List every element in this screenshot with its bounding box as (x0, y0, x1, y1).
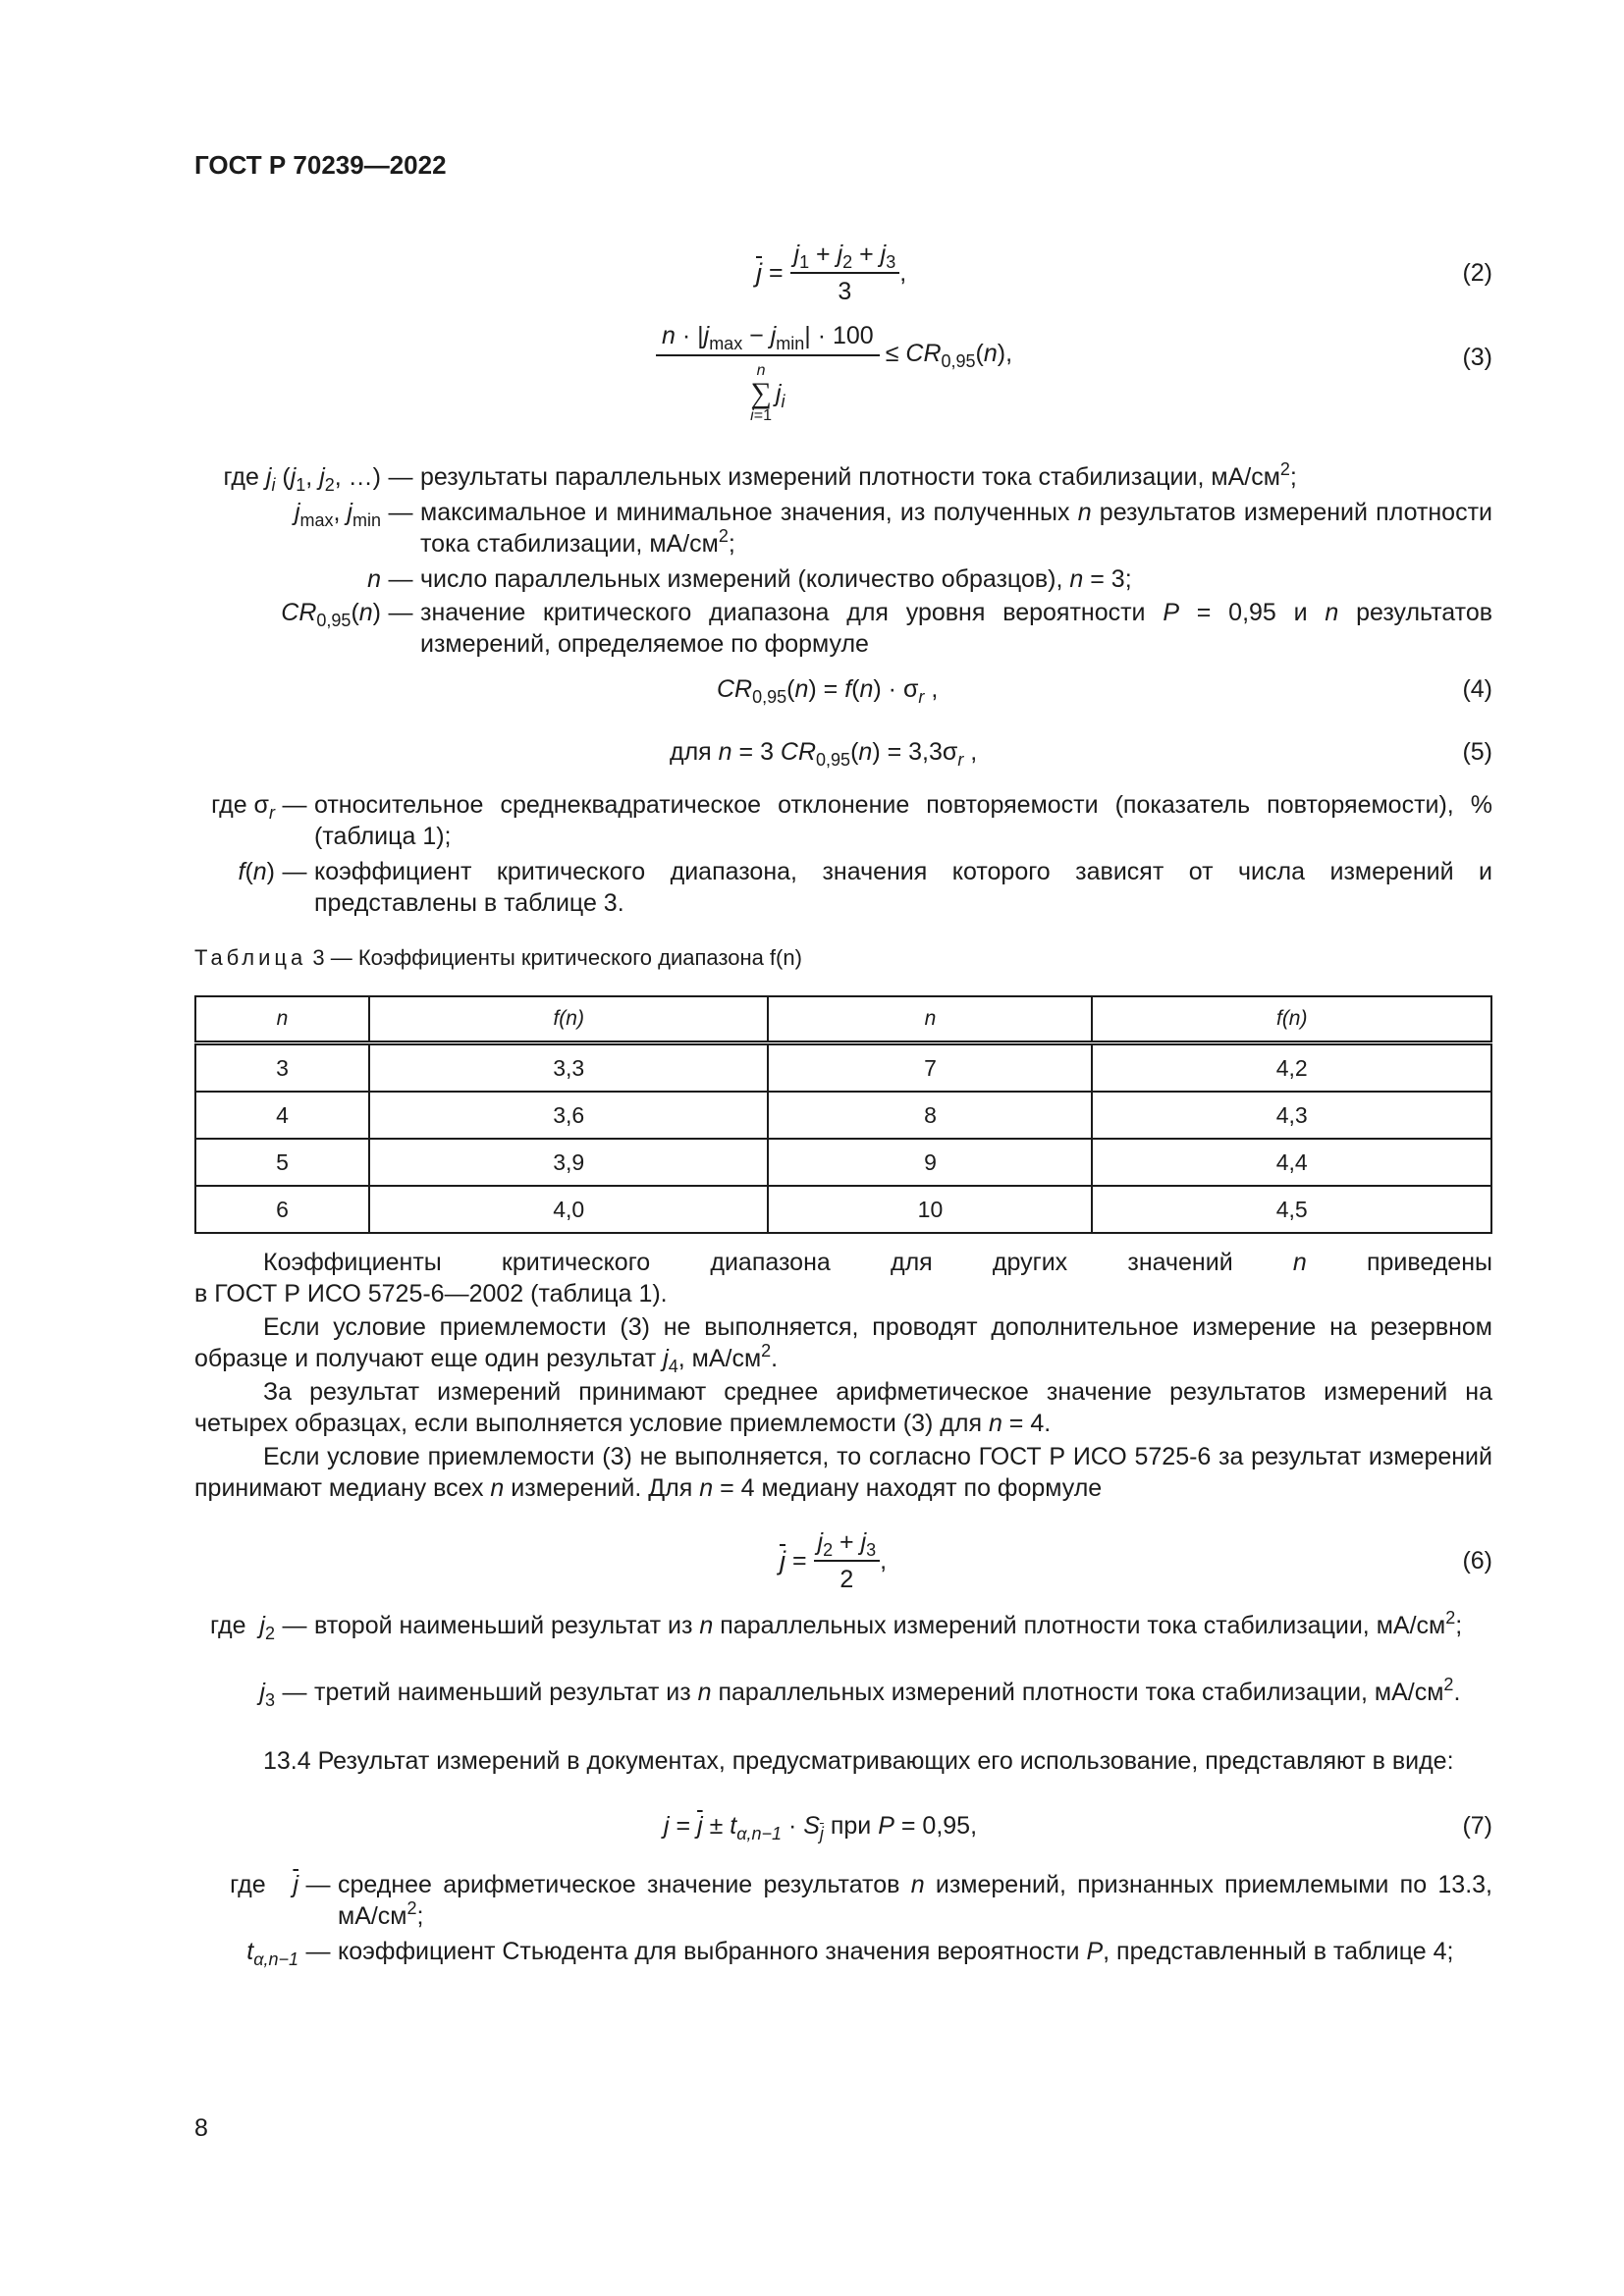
formula-number-2: (2) (1462, 259, 1492, 287)
table-header-cell: n (195, 996, 369, 1043)
paragraph: Если условие приемлемости (3) не выполняется, проводят дополнительное измерение на резервном образце и получают еще один результат $j_4$, $мА/см^2$. (194, 1313, 1492, 1376)
definition-row: $CR_{0,95}(n)$ — значение критического диапазона для уровня вероятности P = 0,95 и n результатов измерений, определяемое по формуле (281, 599, 1492, 658)
table-cell: 4 (195, 1092, 369, 1139)
formula-6: $\overline{j}$ = $\frac{j_2 + j_3}{2}$ , (780, 1528, 888, 1593)
table-row (195, 1139, 1491, 1186)
table-cell: 6 (195, 1186, 369, 1233)
table-caption-text: 3 — Коэффициенты критического диапазона f(n) (312, 945, 802, 970)
table-row (195, 1186, 1491, 1233)
page-number: 8 (194, 2114, 208, 2142)
definition-row: где $\overline{j}$ — среднее арифметическое значение результатов n измерений, признанных приемлемыми по 13.3, $мА/см^2$; (230, 1871, 1492, 1930)
coefficients-table (194, 995, 1492, 1234)
formula-2: $\overline{j}$ = $\frac{j_1 + j_2 + j_3}{3}$ , (756, 240, 907, 305)
document-header (194, 149, 447, 181)
definition-row: n — число параллельных измерений (количество образцов), n = 3; (367, 565, 1132, 593)
table-header-row (195, 996, 1491, 1043)
paragraph: За результат измерений принимают среднее арифметическое значение результатов измерений на четырех образцах, если выполняется условие приемлемости (3) для n = 4. (194, 1378, 1492, 1437)
formula-3: $n \cdot |j_{max} - j_{min}| \cdot 100$ n ∑ i=1 $j_i$ ≤ $CR_{0,95}(n)$, (656, 320, 1012, 425)
table-cell: 4,2 (1092, 1043, 1491, 1093)
table-cell: 4,4 (1092, 1139, 1491, 1186)
table-cell: 3,6 (369, 1092, 768, 1139)
formula-5: для n = 3 $CR_{0,95}(n) = 3,3\sigma_r$ , (670, 738, 978, 770)
table-cell: 10 (768, 1186, 1092, 1233)
table-cell: 7 (768, 1043, 1092, 1093)
table-cell: 4,3 (1092, 1092, 1491, 1139)
definition-row: где $j_2$ — второй наименьший результат из n параллельных измерений плотности тока стабилизации, $мА/см^2$; (210, 1608, 1463, 1643)
table-cell: 3 (195, 1043, 369, 1093)
formula-number-3: (3) (1462, 344, 1492, 371)
definition-row: $j_3$ — третий наименьший результат из n параллельных измерений плотности тока стабилизации, $мА/см^2$. (259, 1675, 1461, 1710)
table-cell: 8 (768, 1092, 1092, 1139)
table-caption (194, 942, 802, 974)
formula-4: $CR_{0,95}(n) = f(n) \cdot \sigma_r$ , (717, 675, 939, 707)
table-cell: 5 (195, 1139, 369, 1186)
table-cell: 3,3 (369, 1043, 768, 1093)
definition-row: $t_{\alpha,n-1}$ — коэффициент Стьюдента для выбранного значения вероятности P, представленный в таблице 4; (246, 1938, 1454, 1969)
formula-number-6: (6) (1462, 1547, 1492, 1575)
formula-7: $j = \overline{j} \pm t_{\alpha,n-1} \cdot S_{\overline{j}}$ при P = 0,95, (664, 1812, 978, 1843)
table-cell: 9 (768, 1139, 1092, 1186)
document-id: ГОСТ Р 70239—2022 (194, 150, 447, 180)
table-cell: 4,5 (1092, 1186, 1491, 1233)
paragraph: 13.4 Результат измерений в документах, предусматривающих его использование, представляют в виде: (263, 1747, 1454, 1775)
table-cell: 3,9 (369, 1139, 768, 1186)
definition-row: $j_{max}$, $j_{min}$ — максимальное и минимальное значения, из полученных n результатов измерений плотности тока стабилизации, $мА/см^2$; (294, 499, 1492, 558)
table-row (195, 1092, 1491, 1139)
paragraph: Коэффициенты критического диапазона для других значений n приведены в ГОСТ Р ИСО 5725-6—2002 (таблица 1). (194, 1249, 1492, 1308)
table-row (195, 1043, 1491, 1093)
table-header-cell: n (768, 996, 1092, 1043)
definition-row: где $j_i$ ($j_1$, $j_2$, …) — результаты параллельных измерений плотности тока стабилизации, $мА/см^2$; (223, 459, 1297, 495)
definition-row: f(n) — коэффициент критического диапазона, значения которого зависят от числа измерений и представлены в таблице 3. (238, 858, 1492, 917)
formula-number-7: (7) (1462, 1812, 1492, 1840)
table-caption-label: Таблица (194, 945, 307, 970)
definition-row: где $\sigma_r$ — относительное среднеквадратическое отклонение повторяемости (показатель повторяемости), % (таблица 1); (211, 791, 1492, 850)
table-cell: 4,0 (369, 1186, 768, 1233)
table-header-cell: f(n) (369, 996, 768, 1043)
table-header-cell: f(n) (1092, 996, 1491, 1043)
formula-number-4: (4) (1462, 675, 1492, 703)
formula-number-5: (5) (1462, 738, 1492, 766)
paragraph: Если условие приемлемости (3) не выполняется, то согласно ГОСТ Р ИСО 5725-6 за результат измерений принимают медиану всех n измерений. Для n = 4 медиану находят по формуле (194, 1443, 1492, 1502)
